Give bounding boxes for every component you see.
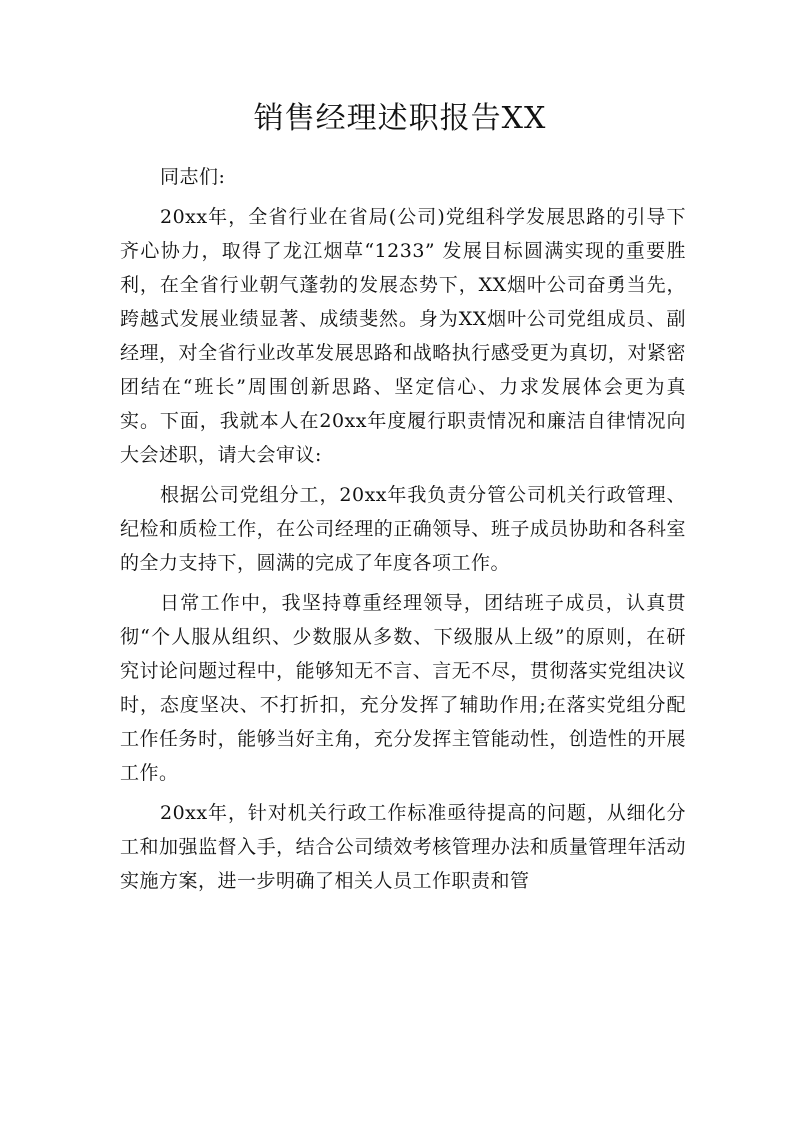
paragraph-1: 20xx年，全省行业在省局(公司)党组科学发展思路的引导下齐心协力，取得了龙江烟草“1233” 发展目标圆满实现的重要胜利，在全省行业朝气蓬勃的发展态势下，XX烟叶公司奋勇当先，跨越式发展业绩显著、成绩斐然。身为XX烟叶公司党组成员、副经理，对全省行业改革发展思路和战略执行感受更为真切，对紧密团结在“班长”周围创新思路、坚定信心、力求发展体会更为真实。下面，我就本人在20xx年度履行职责情况和廉洁自律情况向大会述职，请大会审议: (120, 206, 686, 466)
document-body (120, 160, 686, 898)
salutation: 同志们: (160, 166, 226, 188)
paragraph-3: 日常工作中，我坚持尊重经理领导，团结班子成员，认真贯彻“个人服从组织、少数服从多数、下级服从上级”的原则，在研究讨论问题过程中，能够知无不言、言无不尽，贯彻落实党组决议时，态度坚决、不打折扣，充分发挥了辅助作用;在落实党组分配工作任务时，能够当好主角，充分发挥主管能动性，创造性的开展工作。 (120, 592, 686, 784)
document-title: 销售经理述职报告XX (253, 101, 547, 136)
paragraph-4: 20xx年，针对机关行政工作标准亟待提高的问题，从细化分工和加强监督入手，结合公司绩效考核管理办法和质量管理年活动实施方案，进一步明确了相关人员工作职责和管 (120, 802, 686, 892)
paragraph-2: 根据公司党组分工，20xx年我负责分管公司机关行政管理、纪检和质检工作，在公司经理的正确领导、班子成员协助和各科室的全力支持下，圆满的完成了年度各项工作。 (120, 484, 686, 574)
